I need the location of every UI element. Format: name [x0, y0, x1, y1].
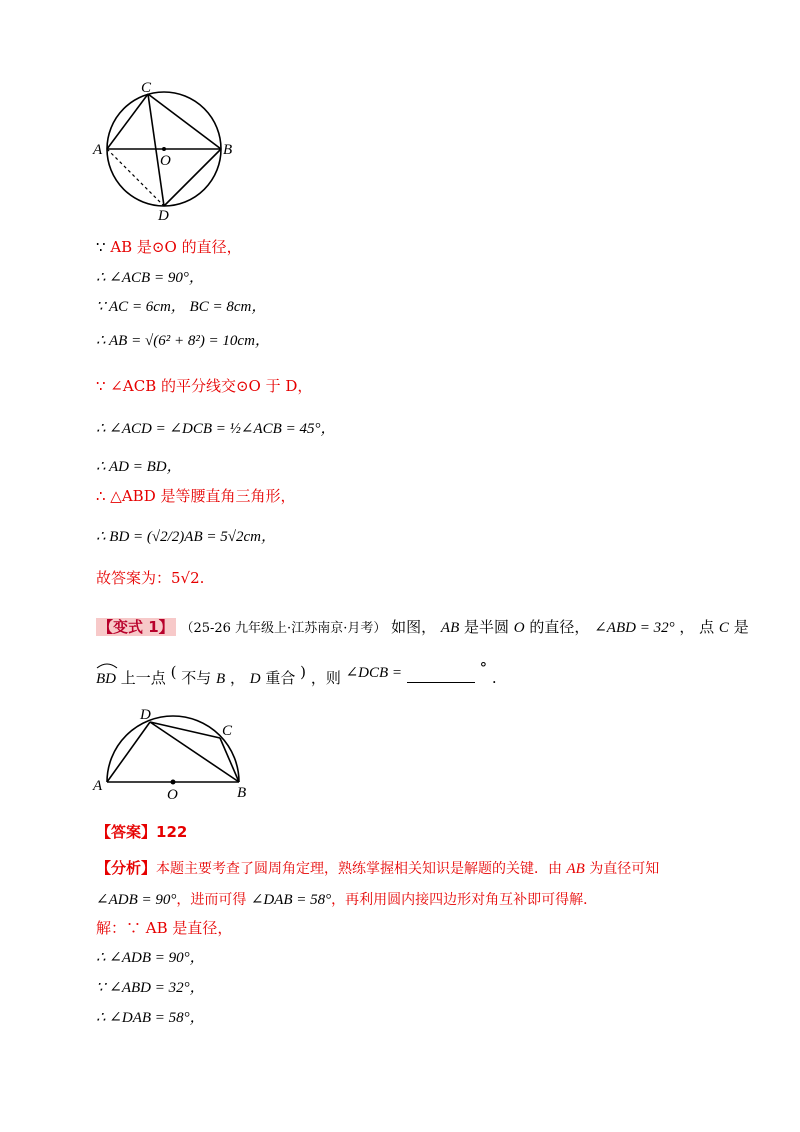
- solution-s3: ∵ ∠ABD = 32°，: [96, 980, 205, 996]
- variant-text-2d: B: [216, 671, 226, 687]
- variant-text-2f: D: [249, 671, 261, 687]
- answer-value: 122: [156, 823, 188, 841]
- line-8-text: ∴ △ABD 是等腰直角三角形，: [96, 487, 296, 505]
- variant-text-2g: 重合: [265, 669, 296, 687]
- line-1: ∵ AB 是⊙O 的直径，: [96, 238, 242, 256]
- variant-text-c: 是半圆: [464, 618, 514, 636]
- label-a-2: A: [93, 778, 103, 794]
- analysis-text-3: ，进而可得: [176, 892, 251, 908]
- figure-circle-diagram: [90, 78, 240, 223]
- analysis-eq1: ∠ADB = 90°: [96, 892, 177, 908]
- analysis-text-1: 本题主要考查了圆周角定理，熟练掌握相关知识是解题的关键．由: [156, 861, 567, 877]
- line-3: [96, 296, 266, 317]
- variant-line-1: [96, 617, 749, 639]
- label-c: C: [141, 80, 152, 96]
- line-4: [96, 330, 270, 351]
- variant-arc-bd: BD: [96, 669, 116, 689]
- line-6: [96, 418, 335, 439]
- label-d: D: [158, 208, 169, 223]
- center-point-o: [162, 147, 166, 151]
- line-10: [96, 568, 204, 588]
- line-2: [96, 267, 204, 288]
- label-b: B: [223, 142, 233, 158]
- solution-line-1: [96, 918, 232, 938]
- line-7-text: ∴ AD = BD，: [96, 459, 182, 475]
- label-b-2: B: [237, 785, 247, 801]
- line-7: [96, 456, 182, 477]
- line-9: [96, 526, 276, 547]
- line-9-text: ∴ BD = (√2/2)AB = 5√2cm，: [96, 529, 276, 545]
- variant-period: .: [491, 669, 497, 687]
- variant-text-ab: AB: [440, 620, 460, 636]
- answer-label: 【答案】: [96, 823, 157, 841]
- solution-line-3: [96, 977, 205, 998]
- variant-text-2a: 上一点: [120, 669, 166, 687]
- line-10-text: 故答案为：5√2.: [96, 569, 205, 587]
- variant-text-g: ， 点: [679, 618, 719, 636]
- solution-line-2: [96, 947, 205, 968]
- line-2-text: ∴ ∠ACB = 90°，: [96, 270, 204, 286]
- label-c-2: C: [222, 723, 233, 739]
- line-6-text: ∴ ∠ACD = ∠DCB = ½∠ACB = 45°，: [96, 421, 336, 437]
- variant-text-point-c: C: [718, 620, 729, 636]
- solution-s1: 解：∵ AB 是直径，: [96, 919, 233, 937]
- label-d-2: D: [140, 707, 151, 723]
- arc-mark-icon: [96, 661, 118, 669]
- segment-cb: [148, 94, 221, 149]
- answer-blank: [407, 668, 475, 683]
- variant-text-i: 是: [733, 618, 749, 636]
- analysis-eq2: ∠DAB = 58°: [250, 892, 332, 908]
- variant-degree: °: [479, 659, 488, 677]
- center-point-o-2: [171, 780, 176, 785]
- variant-angle-dcb: ∠DCB =: [345, 665, 403, 681]
- solution-s2: ∴ ∠ADB = 90°，: [96, 950, 205, 966]
- variant-text-2c: 不与: [181, 669, 216, 687]
- variant-text-e: 的直径，: [529, 618, 590, 636]
- line-4-text: ∴ AB = √(6² + 8²) = 10cm，: [96, 333, 270, 349]
- line-5: [96, 376, 312, 396]
- variant-line-2: [96, 659, 497, 689]
- line-1-text: AB 是⊙O 的直径，: [110, 238, 242, 256]
- analysis-text-4: ，再利用圆内接四边形对角互补即可得解．: [331, 892, 598, 908]
- analysis-label: 【分析】: [96, 859, 157, 877]
- variant-text-2e: ，: [229, 669, 245, 687]
- variant-paren-close: ): [300, 663, 307, 681]
- figure-semicircle-diagram: [90, 702, 260, 802]
- segment-cd: [148, 94, 164, 206]
- variant-source: （25-26 九年级上·江苏南京·月考）: [180, 621, 387, 636]
- variant-paren-open: (: [170, 663, 177, 681]
- semicircle-arc: [107, 716, 239, 782]
- segment-ac: [107, 94, 148, 149]
- analysis-ab: AB: [566, 861, 585, 877]
- answer-line: [96, 822, 187, 842]
- label-o: O: [160, 153, 171, 169]
- label-a: A: [93, 142, 103, 158]
- line-5-text: ∵ ∠ACB 的平分线交⊙O 于 D，: [96, 377, 313, 395]
- analysis-line-2: [96, 889, 597, 910]
- analysis-line-1: [96, 858, 659, 879]
- variant-text-o: O: [513, 620, 525, 636]
- line-8: [96, 486, 296, 506]
- analysis-text-2: 为直径可知: [584, 861, 660, 877]
- variant-text-2i: ，则: [310, 669, 346, 687]
- variant-angle-abd: ∠ABD = 32°: [594, 620, 675, 636]
- solution-line-4: [96, 1007, 205, 1028]
- variant-text-a: 如图，: [391, 618, 437, 636]
- line-3-text: ∵ AC = 6cm， BC = 8cm，: [96, 299, 267, 315]
- variant-tag: 【变式 1】: [98, 618, 174, 636]
- solution-s4: ∴ ∠DAB = 58°，: [96, 1010, 205, 1026]
- label-o-2: O: [167, 787, 178, 802]
